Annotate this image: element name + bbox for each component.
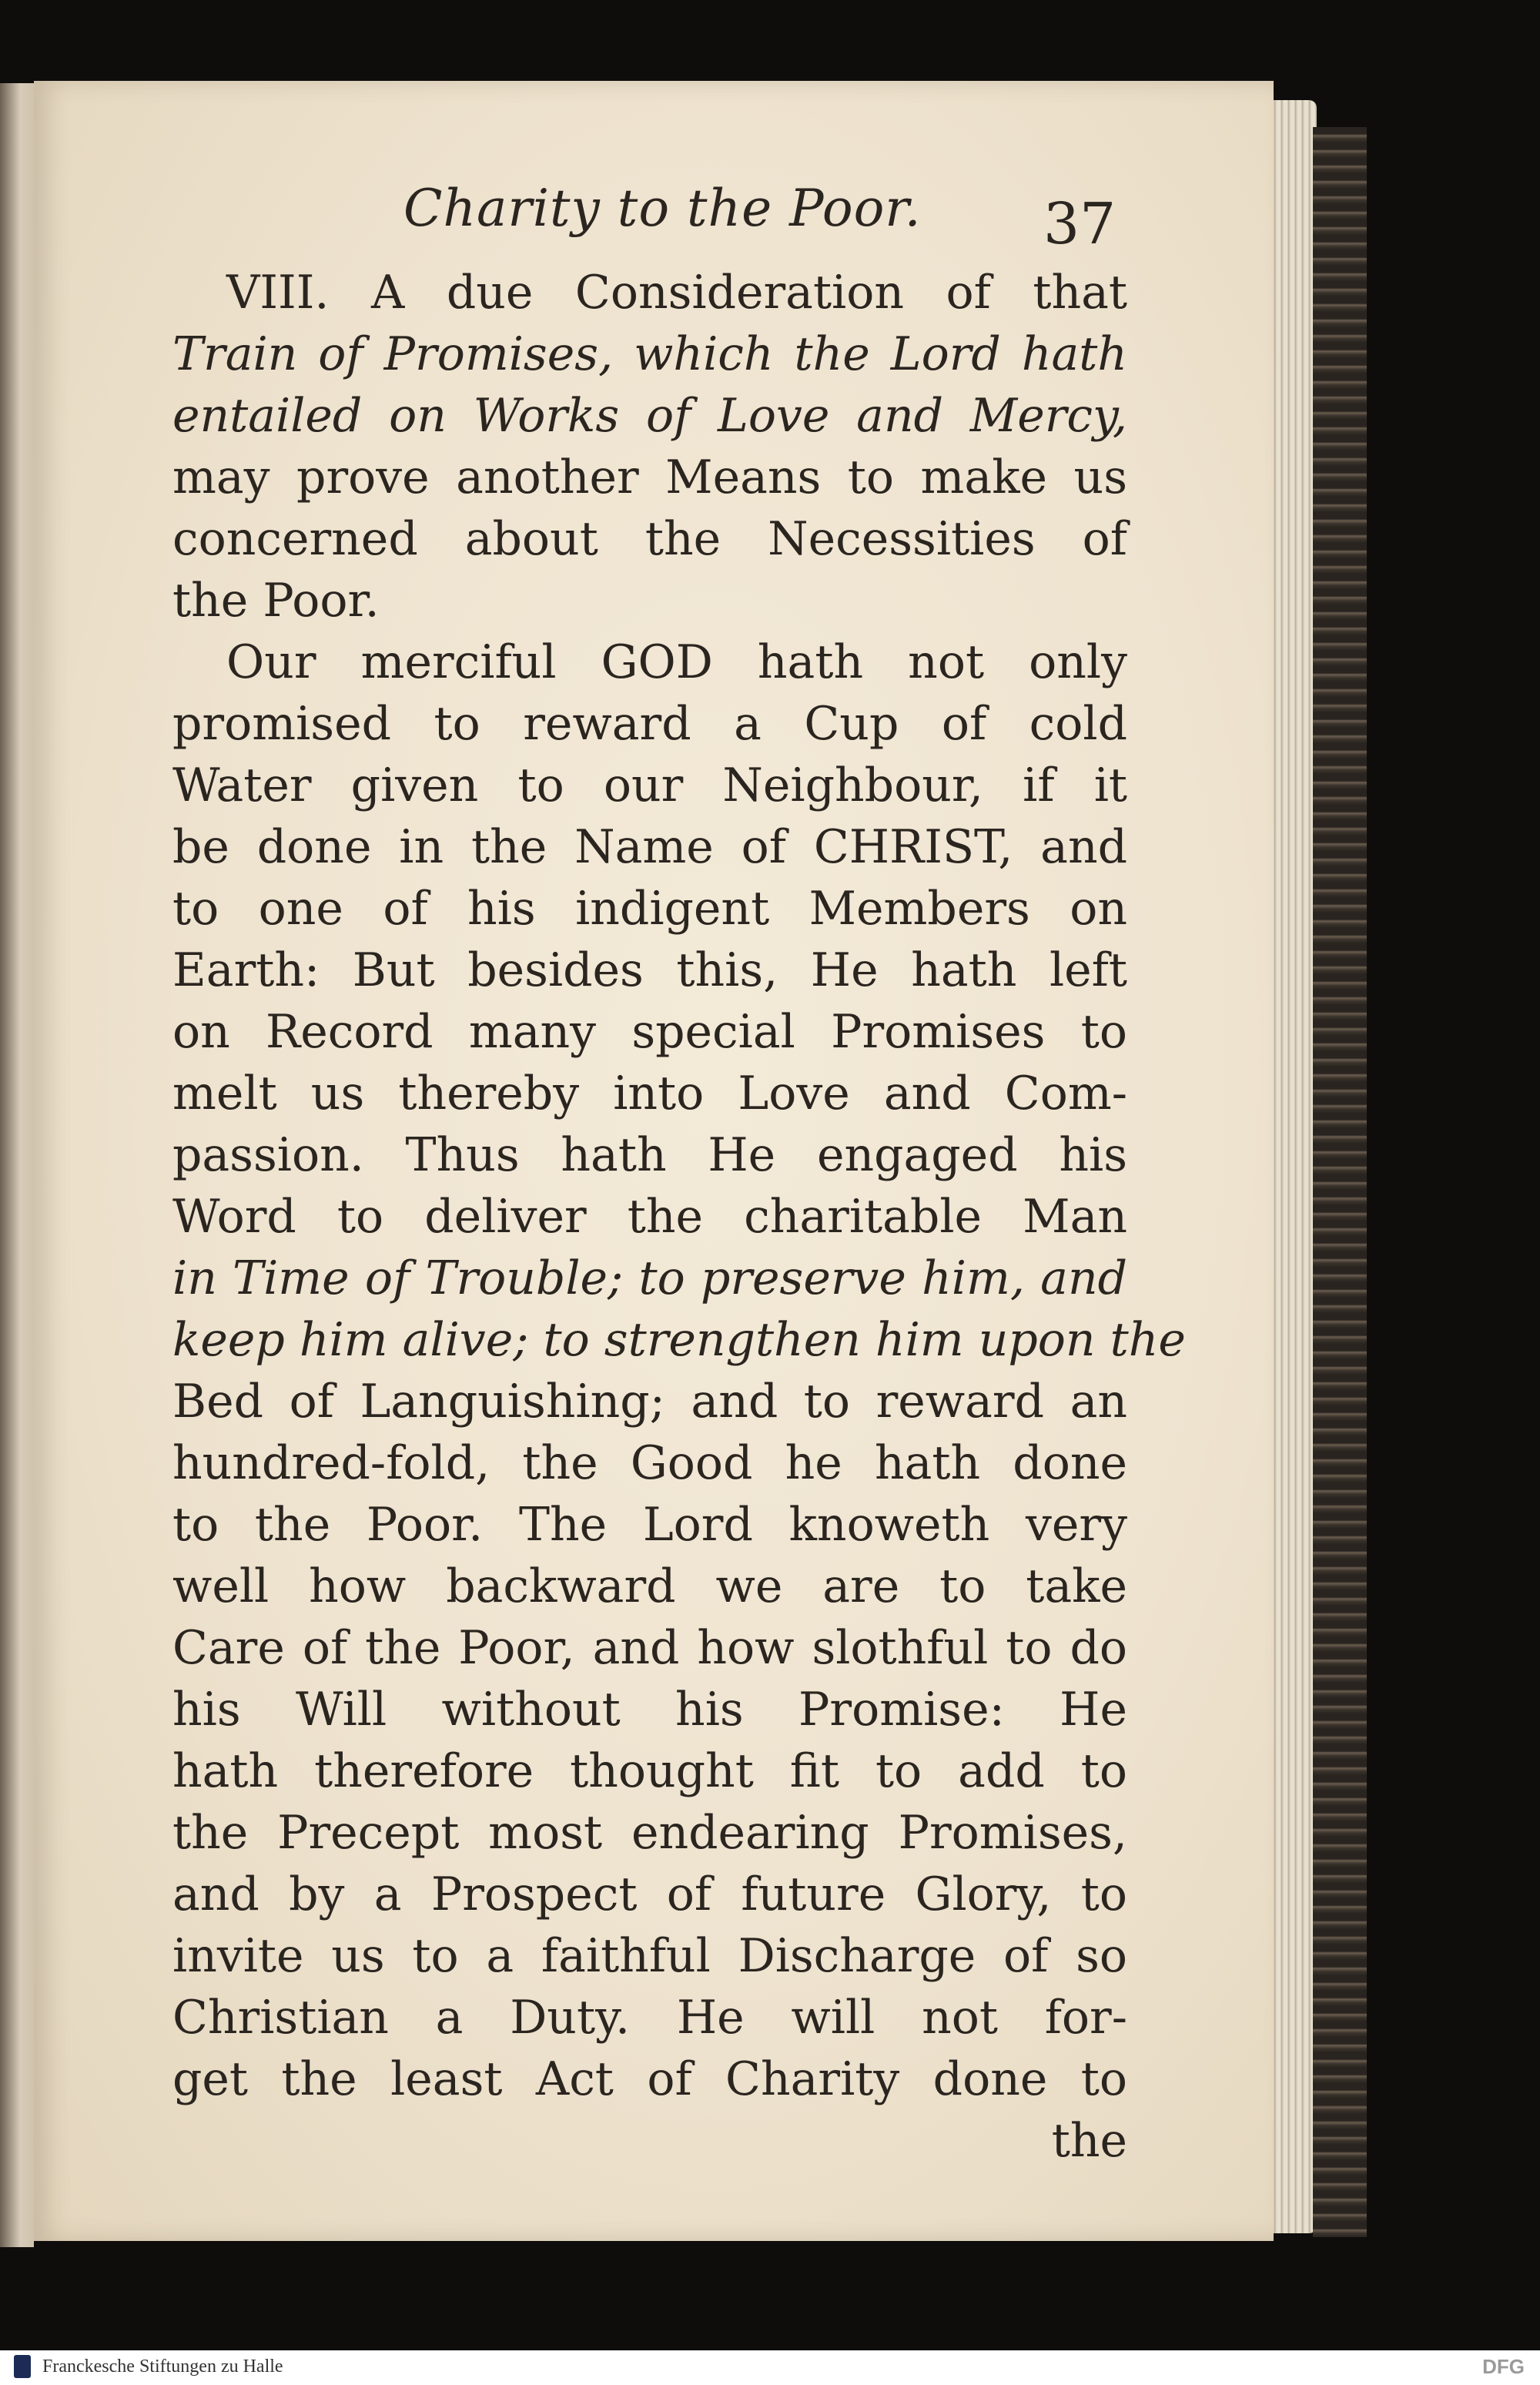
institution-name: Franckesche Stiftungen zu Halle xyxy=(42,2357,283,2377)
text-line: keep him alive; to strengthen him upon the xyxy=(172,1313,1186,1367)
text-line: to one of his indigent Members on xyxy=(172,882,1127,936)
viewer-footer xyxy=(0,2350,1540,2385)
text-line: Earth: But besides this, He hath left xyxy=(172,943,1127,997)
text-line: passion. Thus hath He engaged his xyxy=(172,1128,1127,1182)
institution-logo-icon xyxy=(14,2355,31,2378)
text-line: get the least Act of Charity done to xyxy=(172,2052,1127,2106)
catchword: the xyxy=(1051,2114,1127,2168)
text-line: VIII. A due Consideration of that xyxy=(226,266,1127,320)
book-cover xyxy=(1313,127,1367,2237)
text-line: the Poor. xyxy=(172,574,380,628)
text-line: to the Poor. The Lord knoweth very xyxy=(172,1498,1127,1552)
text-line: hundred-fold, the Good he hath done xyxy=(172,1436,1127,1490)
text-line: Our merciful GOD hath not only xyxy=(226,635,1127,689)
text-line: his Will without his Promise: He xyxy=(172,1683,1127,1737)
text-line: Bed of Languishing; and to reward an xyxy=(172,1375,1127,1429)
dfg-logo: DFG xyxy=(1482,2355,1525,2378)
text-line: invite us to a faithful Discharge of so xyxy=(172,1929,1127,1983)
text-line: concerned about the Necessities of xyxy=(172,512,1127,566)
text-line: in Time of Trouble; to preserve him, and xyxy=(172,1251,1127,1305)
text-line: hath therefore thought fit to add to xyxy=(172,1744,1127,1798)
text-line: well how backward we are to take xyxy=(172,1559,1127,1613)
text-line: may prove another Means to make us xyxy=(172,451,1127,504)
text-line: Care of the Poor, and how slothful to do xyxy=(172,1621,1127,1675)
text-line: Christian a Duty. He will not for- xyxy=(172,1991,1127,2045)
text-line: Word to deliver the charitable Man xyxy=(172,1190,1127,1244)
page-number: 37 xyxy=(1043,191,1116,257)
text-line: and by a Prospect of future Glory, to xyxy=(172,1867,1127,1921)
running-head: Charity to the Poor. xyxy=(403,179,922,238)
text-line: the Precept most endearing Promises, xyxy=(172,1806,1127,1860)
text-line: be done in the Name of CHRIST, and xyxy=(172,820,1127,874)
text-line: Water given to our Neighbour, if it xyxy=(172,759,1127,812)
text-line: entailed on Works of Love and Mercy, xyxy=(172,389,1127,443)
text-line: melt us thereby into Love and Com- xyxy=(172,1067,1127,1120)
text-line: Train of Promises, which the Lord hath xyxy=(172,327,1127,381)
text-line: promised to reward a Cup of cold xyxy=(172,697,1127,751)
left-page-edge xyxy=(0,83,34,2247)
text-line: on Record many special Promises to xyxy=(172,1005,1127,1059)
